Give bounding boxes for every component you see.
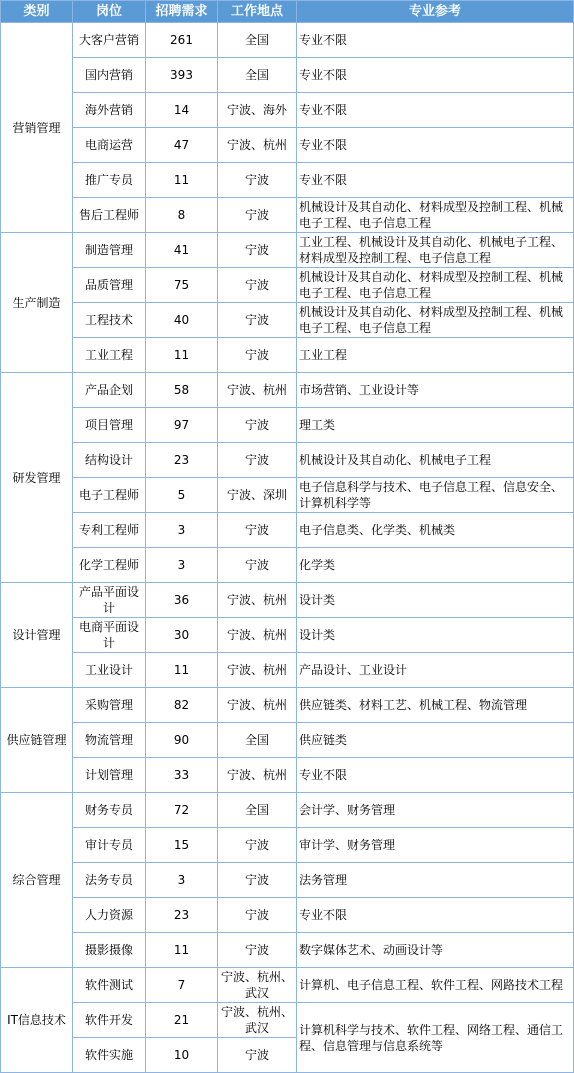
job-cell: 计划管理 bbox=[73, 758, 146, 793]
major-cell: 电子信息科学与技术、电子信息工程、信息安全、计算机科学等 bbox=[297, 478, 574, 513]
location-cell: 宁波、深圳 bbox=[218, 478, 297, 513]
table-row bbox=[1, 443, 574, 478]
job-cell: 电商平面设计 bbox=[73, 618, 146, 653]
major-cell: 工业工程 bbox=[297, 338, 574, 373]
table-row bbox=[1, 898, 574, 933]
job-cell: 结构设计 bbox=[73, 443, 146, 478]
demand-cell: 41 bbox=[146, 233, 218, 268]
job-cell: 电子工程师 bbox=[73, 478, 146, 513]
major-cell: 化学类 bbox=[297, 548, 574, 583]
major-cell: 工业工程、机械设计及其自动化、机械电子工程、材料成型及控制工程、电子信息工程 bbox=[297, 233, 574, 268]
table-row bbox=[1, 863, 574, 898]
job-cell: 海外营销 bbox=[73, 93, 146, 128]
location-cell: 宁波 bbox=[218, 408, 297, 443]
location-cell: 宁波、杭州 bbox=[218, 583, 297, 618]
job-cell: 电商运营 bbox=[73, 128, 146, 163]
location-cell: 宁波、杭州 bbox=[218, 758, 297, 793]
table-row bbox=[1, 408, 574, 443]
major-cell: 专业不限 bbox=[297, 58, 574, 93]
header-job: 岗位 bbox=[73, 1, 146, 23]
table-row bbox=[1, 513, 574, 548]
demand-cell: 58 bbox=[146, 373, 218, 408]
major-cell: 法务管理 bbox=[297, 863, 574, 898]
major-cell: 市场营销、工业设计等 bbox=[297, 373, 574, 408]
location-cell: 宁波、杭州 bbox=[218, 128, 297, 163]
major-cell: 计算机科学与技术、软件工程、网络工程、通信工程、信息管理与信息系统等 bbox=[297, 1003, 574, 1073]
location-cell: 宁波 bbox=[218, 863, 297, 898]
demand-cell: 47 bbox=[146, 128, 218, 163]
category-cell: 营销管理 bbox=[1, 23, 73, 233]
major-cell: 机械设计及其自动化、材料成型及控制工程、机械电子工程、电子信息工程 bbox=[297, 268, 574, 303]
location-cell: 宁波、杭州 bbox=[218, 618, 297, 653]
demand-cell: 3 bbox=[146, 513, 218, 548]
table-row bbox=[1, 548, 574, 583]
demand-cell: 72 bbox=[146, 793, 218, 828]
category-cell: 研发管理 bbox=[1, 373, 73, 583]
table-row bbox=[1, 828, 574, 863]
table-row bbox=[1, 198, 574, 233]
job-cell: 审计专员 bbox=[73, 828, 146, 863]
major-cell: 专业不限 bbox=[297, 163, 574, 198]
major-cell: 机械设计及其自动化、机械电子工程 bbox=[297, 443, 574, 478]
category-cell: 供应链管理 bbox=[1, 688, 73, 793]
job-cell: 售后工程师 bbox=[73, 198, 146, 233]
table-body bbox=[1, 23, 574, 1073]
table-row bbox=[1, 93, 574, 128]
location-cell: 全国 bbox=[218, 58, 297, 93]
header-category: 类别 bbox=[1, 1, 73, 23]
location-cell: 宁波 bbox=[218, 303, 297, 338]
job-cell: 软件开发 bbox=[73, 1003, 146, 1038]
job-cell: 摄影摄像 bbox=[73, 933, 146, 968]
table-row bbox=[1, 233, 574, 268]
location-cell: 宁波 bbox=[218, 548, 297, 583]
table-row bbox=[1, 758, 574, 793]
location-cell: 宁波 bbox=[218, 1038, 297, 1073]
table-row bbox=[1, 478, 574, 513]
major-cell: 机械设计及其自动化、材料成型及控制工程、机械电子工程、电子信息工程 bbox=[297, 198, 574, 233]
table-row bbox=[1, 933, 574, 968]
table-row bbox=[1, 338, 574, 373]
major-cell: 专业不限 bbox=[297, 23, 574, 58]
location-cell: 宁波 bbox=[218, 898, 297, 933]
table-row bbox=[1, 58, 574, 93]
major-cell: 专业不限 bbox=[297, 128, 574, 163]
location-cell: 全国 bbox=[218, 723, 297, 758]
header-demand: 招聘需求 bbox=[146, 1, 218, 23]
demand-cell: 82 bbox=[146, 688, 218, 723]
major-cell: 计算机、电子信息工程、软件工程、网路技术工程 bbox=[297, 968, 574, 1003]
major-cell: 数字媒体艺术、动画设计等 bbox=[297, 933, 574, 968]
table-row bbox=[1, 688, 574, 723]
demand-cell: 75 bbox=[146, 268, 218, 303]
demand-cell: 11 bbox=[146, 338, 218, 373]
header-row bbox=[1, 1, 574, 23]
header-major: 专业参考 bbox=[297, 1, 574, 23]
job-cell: 化学工程师 bbox=[73, 548, 146, 583]
major-cell: 理工类 bbox=[297, 408, 574, 443]
table-row bbox=[1, 653, 574, 688]
location-cell: 宁波 bbox=[218, 828, 297, 863]
demand-cell: 261 bbox=[146, 23, 218, 58]
table-row bbox=[1, 723, 574, 758]
demand-cell: 14 bbox=[146, 93, 218, 128]
location-cell: 宁波 bbox=[218, 513, 297, 548]
location-cell: 宁波 bbox=[218, 933, 297, 968]
job-cell: 专利工程师 bbox=[73, 513, 146, 548]
job-cell: 制造管理 bbox=[73, 233, 146, 268]
location-cell: 宁波、杭州 bbox=[218, 653, 297, 688]
job-cell: 人力资源 bbox=[73, 898, 146, 933]
job-cell: 工业设计 bbox=[73, 653, 146, 688]
major-cell: 审计学、财务管理 bbox=[297, 828, 574, 863]
category-cell: 设计管理 bbox=[1, 583, 73, 688]
job-cell: 大客户营销 bbox=[73, 23, 146, 58]
demand-cell: 8 bbox=[146, 198, 218, 233]
job-cell: 软件实施 bbox=[73, 1038, 146, 1073]
demand-cell: 15 bbox=[146, 828, 218, 863]
major-cell: 会计学、财务管理 bbox=[297, 793, 574, 828]
table-row bbox=[1, 303, 574, 338]
demand-cell: 11 bbox=[146, 163, 218, 198]
location-cell: 宁波 bbox=[218, 443, 297, 478]
major-cell: 电子信息类、化学类、机械类 bbox=[297, 513, 574, 548]
demand-cell: 33 bbox=[146, 758, 218, 793]
demand-cell: 30 bbox=[146, 618, 218, 653]
table-row bbox=[1, 793, 574, 828]
major-cell: 设计类 bbox=[297, 583, 574, 618]
location-cell: 全国 bbox=[218, 793, 297, 828]
job-cell: 项目管理 bbox=[73, 408, 146, 443]
demand-cell: 3 bbox=[146, 863, 218, 898]
table-row bbox=[1, 1003, 574, 1038]
job-cell: 品质管理 bbox=[73, 268, 146, 303]
job-cell: 财务专员 bbox=[73, 793, 146, 828]
location-cell: 宁波 bbox=[218, 198, 297, 233]
demand-cell: 36 bbox=[146, 583, 218, 618]
major-cell: 供应链类、材料工艺、机械工程、物流管理 bbox=[297, 688, 574, 723]
demand-cell: 5 bbox=[146, 478, 218, 513]
table-row bbox=[1, 163, 574, 198]
major-cell: 专业不限 bbox=[297, 758, 574, 793]
demand-cell: 23 bbox=[146, 443, 218, 478]
demand-cell: 40 bbox=[146, 303, 218, 338]
demand-cell: 11 bbox=[146, 933, 218, 968]
demand-cell: 3 bbox=[146, 548, 218, 583]
major-cell: 专业不限 bbox=[297, 898, 574, 933]
location-cell: 宁波、杭州 bbox=[218, 688, 297, 723]
demand-cell: 97 bbox=[146, 408, 218, 443]
location-cell: 宁波、杭州 bbox=[218, 373, 297, 408]
demand-cell: 11 bbox=[146, 653, 218, 688]
job-cell: 软件测试 bbox=[73, 968, 146, 1003]
major-cell: 机械设计及其自动化、材料成型及控制工程、机械电子工程、电子信息工程 bbox=[297, 303, 574, 338]
category-cell: 综合管理 bbox=[1, 793, 73, 968]
job-cell: 法务专员 bbox=[73, 863, 146, 898]
table-row bbox=[1, 583, 574, 618]
demand-cell: 21 bbox=[146, 1003, 218, 1038]
major-cell: 设计类 bbox=[297, 618, 574, 653]
location-cell: 全国 bbox=[218, 23, 297, 58]
demand-cell: 10 bbox=[146, 1038, 218, 1073]
job-cell: 推广专员 bbox=[73, 163, 146, 198]
demand-cell: 90 bbox=[146, 723, 218, 758]
location-cell: 宁波 bbox=[218, 163, 297, 198]
major-cell: 供应链类 bbox=[297, 723, 574, 758]
table-row bbox=[1, 618, 574, 653]
major-cell: 专业不限 bbox=[297, 93, 574, 128]
job-cell: 物流管理 bbox=[73, 723, 146, 758]
job-cell: 产品企划 bbox=[73, 373, 146, 408]
job-cell: 产品平面设计 bbox=[73, 583, 146, 618]
header-location: 工作地点 bbox=[218, 1, 297, 23]
location-cell: 宁波 bbox=[218, 268, 297, 303]
table-row bbox=[1, 128, 574, 163]
job-cell: 采购管理 bbox=[73, 688, 146, 723]
location-cell: 宁波、杭州、武汉 bbox=[218, 1003, 297, 1038]
job-cell: 工程技术 bbox=[73, 303, 146, 338]
table-row bbox=[1, 968, 574, 1003]
job-cell: 国内营销 bbox=[73, 58, 146, 93]
job-cell: 工业工程 bbox=[73, 338, 146, 373]
location-cell: 宁波 bbox=[218, 338, 297, 373]
category-cell: IT信息技术 bbox=[1, 968, 73, 1073]
table-row bbox=[1, 373, 574, 408]
table-row bbox=[1, 23, 574, 58]
major-cell: 产品设计、工业设计 bbox=[297, 653, 574, 688]
category-cell: 生产制造 bbox=[1, 233, 73, 373]
table-row bbox=[1, 268, 574, 303]
location-cell: 宁波、杭州、武汉 bbox=[218, 968, 297, 1003]
location-cell: 宁波 bbox=[218, 233, 297, 268]
demand-cell: 23 bbox=[146, 898, 218, 933]
demand-cell: 393 bbox=[146, 58, 218, 93]
location-cell: 宁波、海外 bbox=[218, 93, 297, 128]
demand-cell: 7 bbox=[146, 968, 218, 1003]
